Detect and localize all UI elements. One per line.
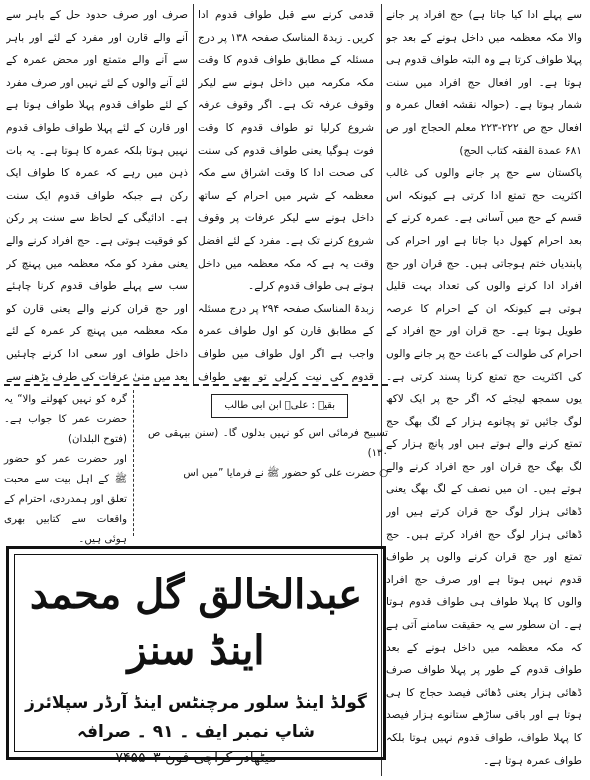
- continuation-right: [148, 390, 388, 536]
- article-column-middle: [198, 4, 374, 382]
- continuation-strip: [4, 390, 388, 545]
- jeweller-advertisement: [6, 546, 386, 766]
- continuation-label: بقیہ : علیؓ ابن ابی طالب: [211, 394, 348, 418]
- column-text: قدمی کرنے سے قبل طواف قدوم ادا کریں۔ زبدۃ المناسک صفحہ ۱۳۸ پر درج مسئلہ کے مطابق طواف قدوم کا وقت مکہ مکرمہ میں داخل ہونے سے لیکر وقوف عرفہ تک ہے۔ اگر وقوف عرفہ شروع کرلیا تو طواف قدوم کا وقت فوت ہوگیا یعنی طواف قدوم کی سنت کی صحت ادا کا وقت اشراق سے مکہ معظمہ کے شہر میں احرام کے ساتھ داخل ہونے سے لیکر عرفات پر وقوف شروع کرنے تک ہے۔ مفرد کے لئے افضل وقت یہ ہے کہ مکہ معظمہ میں داخل ہوتے ہی طواف قدوم کرلے۔ زبدۃ المناسک صفحہ ۲۹۴ پر درج مسئلہ کے مطابق قارن کو اول طواف عمرہ واجب ہے اگر اول طواف میں طواف قدوم کی نیت کرلی تو بھی طواف: [198, 9, 374, 382]
- continuation-left: [4, 390, 134, 545]
- column-text: سے پہلے ادا کیا جاتا ہے) حج افراد پر جانے والا مکہ معظمہ میں داخل ہونے کے بعد جو پہلا طواف کرتا ہے وہ البتہ طواف قدوم ہی ہوتا ہے۔ اور افعال حج افراد میں سنت شمار ہوتا ہے۔ (حوالہ نقشہ افعال عمرہ و افعال حج ص ۲۲۲-۲۲۳ معلم الحجاج اور ص ۶۸۱ عمدة الفقہ کتاب الحج) پاکستان سے حج پر جانے والوں کی غالب اکثریت حج تمتع ادا کرتی ہے کیونکہ اس قسم کے حج میں آسانی ہے۔ عمرہ کرنے کے بعد احرام کھول دیا جاتا ہے اور احرام کی پابندیاں ختم ہوجاتی ہیں۔ حج قران اور حج افراد ادا کرنے والوں کی تعداد بہت قلیل ہوتی ہے کیونکہ ان کے احرام کا عرصہ طویل ہوتا ہے۔ حج قران اور حج افراد کے احرام کی طوالت کے باعث حج پر جانے والوں کی اکثریت حج تمتع کرنا پسند کرتی ہے۔ یوں سمجھ لیجئے کہ اگر حج پر ایک لاکھ لوگ جائیں تو پچانوے ہزار کے لگ بھگ حج تمتع کرنے والے ہوتے ہیں اور پانچ ہزار کے لگ بھگ حج قران اور حج افراد کرنے والے ہوتے ہیں۔ ان میں نصف کے لگ بھگ یعنی ڈھائی ہزار لوگ حج قران کرتے ہیں اور ڈھائی ہزار لوگ حج افراد کرتے ہیں۔ حج تمتع اور حج قران کرنے والوں پر طواف قدوم نہیں ہوتا ہے اور صرف حج افراد والوں کا پہلا طواف ہی طواف قدوم ہوتا ہے۔ ان سطور سے یہ حقیقت سامنے آتی ہے کہ مکہ معظمہ میں داخل ہونے کے بعد طواف قدوم کے طور پر پہلا طواف صرف ڈھائی ہزار یعنی ڈھائی فیصد حجاج کا ہی ہوتا ہے اور باقی ساڑھے ستانوے ہزار فیصد کا پہلا طواف، طواف قدوم نہیں ہوتا بلکہ طواف عمرہ ہوتا ہے۔: [386, 9, 582, 767]
- continuation-text: تسبیح فرمائی اس کو نہیں بدلوں گا۔ (سنن بیہقی ص ۱۳۰) ○ حضرت علی کو حضور ﷺ نے فرمایا ”میں اس: [148, 428, 388, 479]
- column-text: صرف اور صرف حدود حل کے باہر سے آنے والے قارن اور مفرد کے لئے اور باہر سے آنے والے متمتع اور محض عمرہ کے لئے آنے والوں کے لئے نہیں اور صرف مفرد کے لئے طواف قدوم پہلا طواف ہوتا ہے اور قارن کے لئے پہلا طواف طواف قدوم نہیں ہوتا بلکہ عمرہ کا ہوتا ہے۔ یہ بات ذہن میں رہے کہ عمرہ کا طواف ایک رکن ہے جبکہ طواف قدوم ایک سنت ہے۔ ادائیگی کے لحاظ سے سنت پر رکن کو فوقیت ہوتی ہے۔ حج افراد کرنے والے یعنی مفرد کو مکہ معظمہ میں پہنچ کر سب سے پہلے طواف قدوم کرنا چاہئے اور حج قران کرنے والے یعنی قارن کو مکہ معظمہ میں پہنچ کر عمرہ کے لئے داخل طواف اور سعی ادا کرنے چاہئیں بعد میں منیٰ عرفات کی طرف بڑھنے سے: [6, 9, 188, 382]
- article-column-right: [386, 4, 582, 776]
- ad-address: شاپ نمبر ایف ۔ ۹۱ ۔ صرافہ: [76, 722, 316, 742]
- section-divider: [4, 384, 388, 386]
- column-divider: [193, 4, 194, 384]
- ad-brand-name: عبدالخالق گل محمد اینڈ سنز: [29, 571, 363, 674]
- continuation-text: گرہ کو نہیں کھولنے والا“ یہ حضرت عمر کا جواب ہے۔ (فتوح البلدان) اور حضرت عمر کو حضور ﷺ کے اہل بیت سے محبت تعلق اور ہمدردی، احترام کے واقعات سے کتابیں بھری ہوئی ہیں۔: [4, 394, 127, 545]
- ad-phone: میٹھادر کراچی فون ۷۴۵۵۰۳: [115, 750, 277, 766]
- article-column-left: [6, 4, 188, 382]
- ad-tagline: گولڈ اینڈ سلور مرچنٹس اینڈ آرڈر سپلائرز: [25, 693, 367, 713]
- ad-inner-border: [14, 554, 378, 752]
